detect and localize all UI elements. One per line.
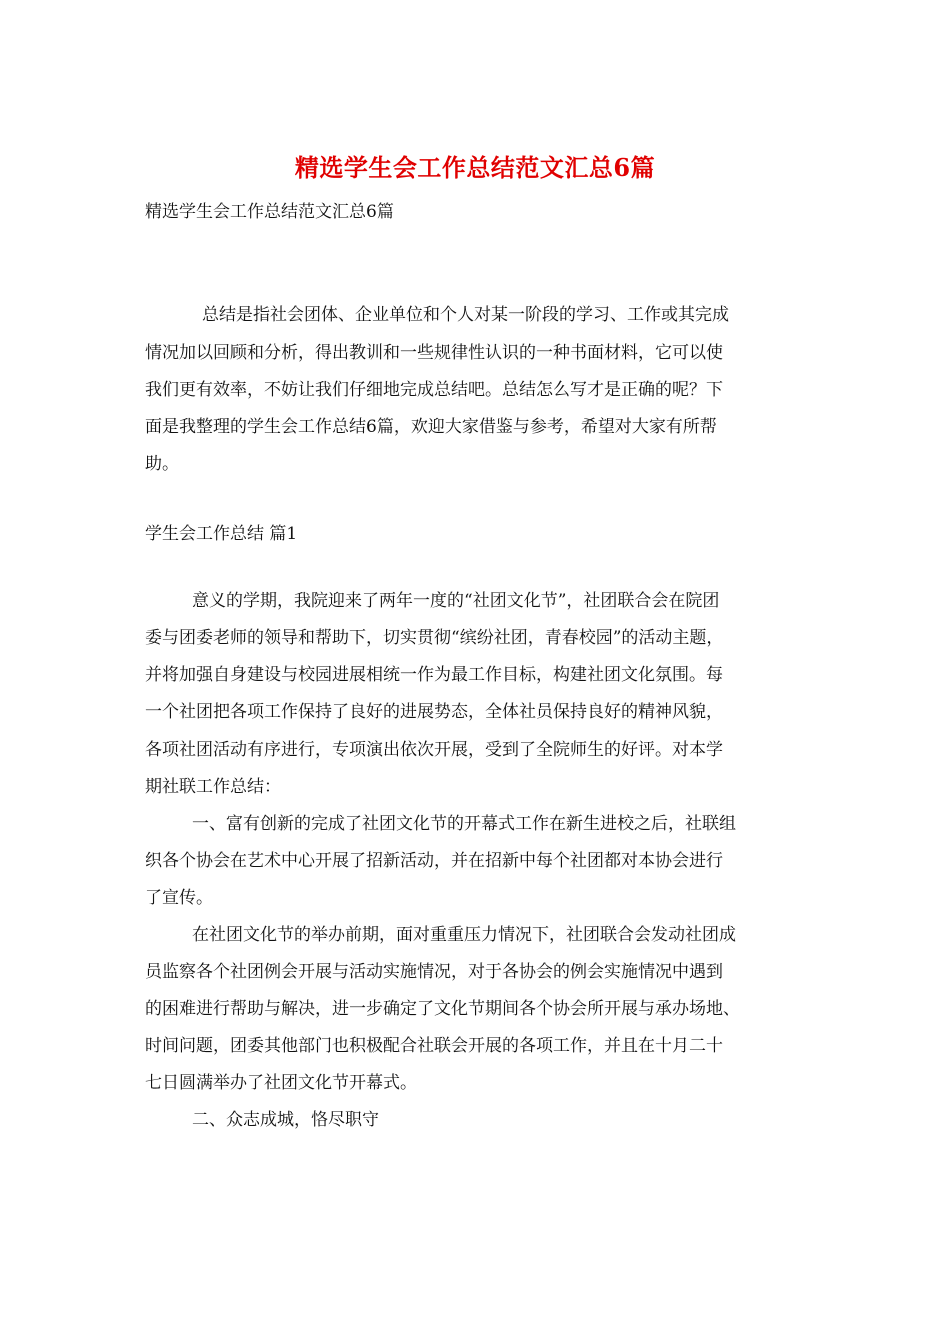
intro-line: 我们更有效率，不妨让我们仔细地完成总结吧。总结怎么写才是正确的呢？下 bbox=[145, 380, 723, 400]
paragraph-line: 了宣传。 bbox=[145, 888, 213, 908]
paragraph-line: 七日圆满举办了社团文化节开幕式。 bbox=[145, 1073, 417, 1093]
intro-line: 总结是指社会团体、企业单位和个人对某一阶段的学习、工作或其完成 bbox=[202, 305, 729, 325]
paragraph-line: 织各个协会在艺术中心开展了招新活动，并在招新中每个社团都对本协会进行 bbox=[145, 851, 723, 871]
document-title: 精选学生会工作总结范文汇总6篇 bbox=[294, 153, 656, 182]
paragraph-line: 各项社团活动有序进行，专项演出依次开展，受到了全院师生的好评。对本学 bbox=[145, 740, 723, 760]
intro-line: 助。 bbox=[145, 454, 179, 474]
paragraph-line: 的困难进行帮助与解决，进一步确定了文化节期间各个协会所开展与承办场地、 bbox=[145, 999, 740, 1019]
paragraph-line: 期社联工作总结： bbox=[145, 777, 281, 797]
paragraph-line: 意义的学期，我院迎来了两年一度的“社团文化节”，社团联合会在院团 bbox=[192, 591, 720, 611]
paragraph-line: 时间问题，团委其他部门也积极配合社联会开展的各项工作，并且在十月二十 bbox=[145, 1036, 723, 1056]
document-subtitle: 精选学生会工作总结范文汇总6篇 bbox=[145, 202, 394, 222]
paragraph-line: 并将加强自身建设与校园进展相统一作为最工作目标，构建社团文化氛围。每 bbox=[145, 665, 723, 685]
paragraph-line: 在社团文化节的举办前期，面对重重压力情况下，社团联合会发动社团成 bbox=[192, 925, 736, 945]
paragraph-line: 一个社团把各项工作保持了良好的进展势态，全体社员保持良好的精神风貌， bbox=[145, 702, 723, 722]
intro-line: 情况加以回顾和分析，得出教训和一些规律性认识的一种书面材料，它可以使 bbox=[145, 343, 723, 363]
paragraph-line: 一、富有创新的完成了社团文化节的开幕式工作在新生进校之后，社联组 bbox=[192, 814, 736, 834]
paragraph-line: 员监察各个社团例会开展与活动实施情况，对于各协会的例会实施情况中遇到 bbox=[145, 962, 723, 982]
paragraph-line: 委与团委老师的领导和帮助下，切实贯彻“缤纷社团，青春校园”的活动主题， bbox=[145, 628, 724, 648]
intro-line: 面是我整理的学生会工作总结6篇，欢迎大家借鉴与参考，希望对大家有所帮 bbox=[145, 417, 717, 437]
paragraph-line: 二、众志成城，恪尽职守 bbox=[192, 1110, 379, 1130]
section-heading: 学生会工作总结 篇1 bbox=[145, 524, 298, 544]
